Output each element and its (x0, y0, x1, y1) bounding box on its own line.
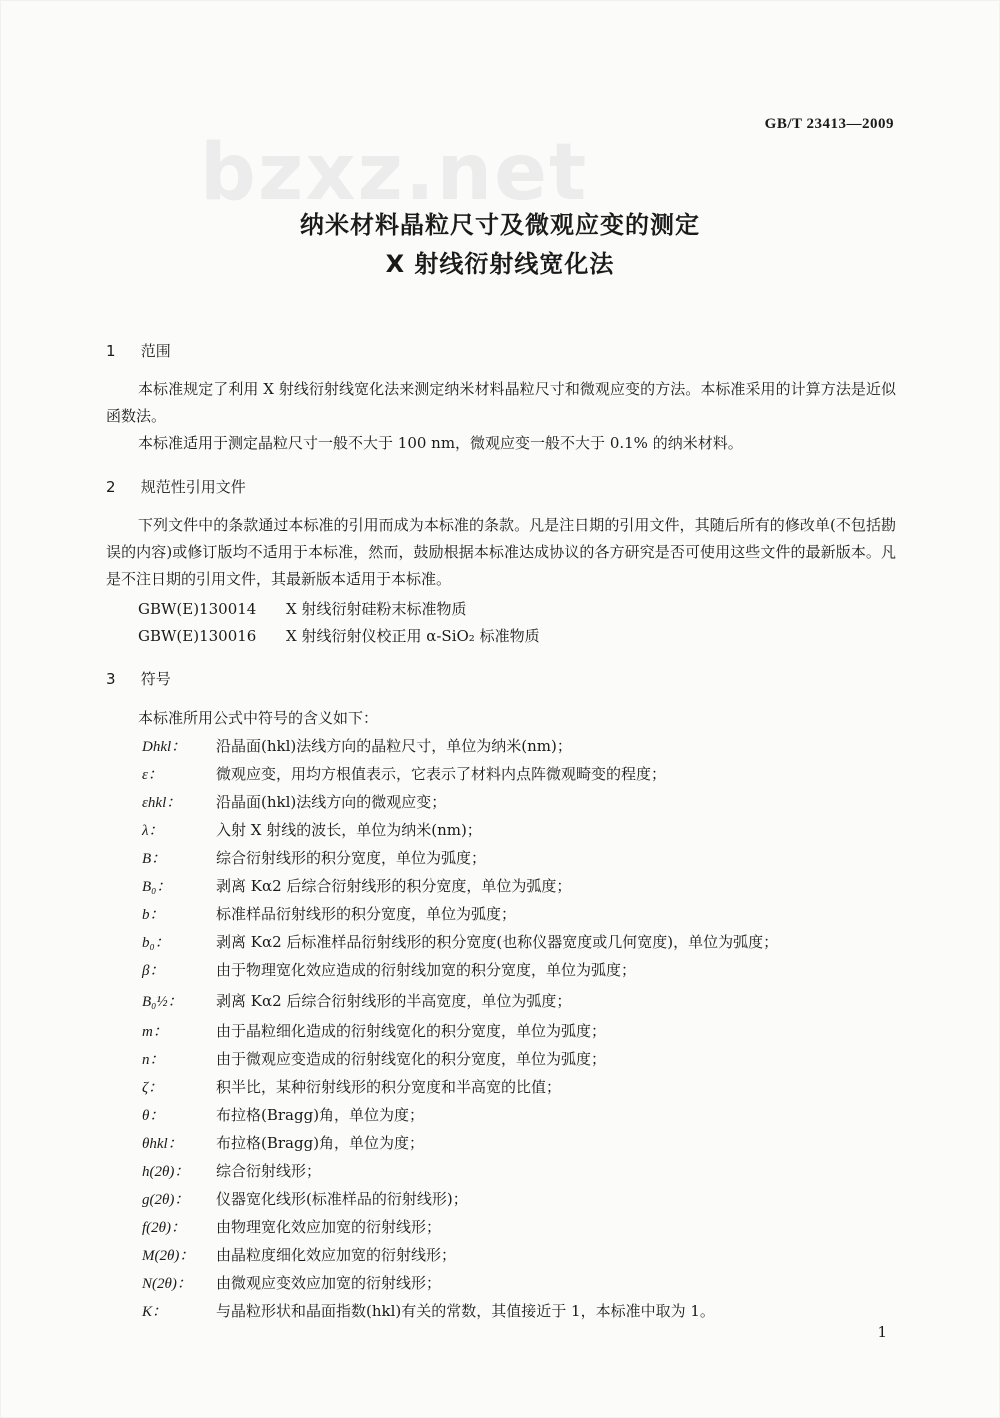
symbol-row (142, 1132, 424, 1154)
symbol-row (142, 819, 482, 841)
reference-item (138, 598, 466, 619)
symbol-description: 标准样品衍射线形的积分宽度，单位为弧度； (216, 905, 517, 923)
page-number: 1 (877, 1323, 887, 1341)
section-title: 范围 (140, 342, 171, 360)
symbol-row (142, 1188, 468, 1210)
reference-name: X 射线衍射硅粉末标准物质 (286, 600, 467, 618)
symbol: g(2θ)： (142, 1192, 190, 1208)
symbol: θ： (142, 1108, 165, 1124)
symbol: εhkl： (142, 795, 182, 811)
symbol: B： (142, 851, 167, 867)
symbol-description: 综合衍射线形； (216, 1162, 322, 1180)
symbol-description: 综合衍射线形的积分宽度，单位为弧度； (216, 849, 487, 867)
section-title: 符号 (140, 670, 171, 688)
symbol: ε： (142, 767, 163, 783)
section-heading-references (106, 476, 246, 497)
standard-code: GB/T 23413—2009 (764, 116, 894, 132)
symbol-row (142, 847, 486, 869)
symbol-description: 剥离 Kα2 后标准样品衍射线形的积分宽度(也称仪器宽度或几何宽度)，单位为弧度； (216, 933, 779, 951)
document-title-line2: X 射线衍射线宽化法 (385, 250, 615, 278)
symbol-description: 沿晶面(hkl)法线方向的微观应变； (216, 793, 447, 811)
symbol: N(2θ)： (142, 1276, 192, 1292)
section-number: 3 (106, 670, 116, 688)
reference-name: X 射线衍射仪校正用 α-SiO₂ 标准物质 (286, 627, 540, 645)
scope-paragraph-2: 本标准适用于测定晶粒尺寸一般不大于 100 nm，微观应变一般不大于 0.1% 的纳米材料。 (138, 434, 743, 452)
symbol-row (142, 791, 446, 813)
symbol-description: 剥离 Kα2 后综合衍射线形的积分宽度，单位为弧度； (216, 877, 572, 895)
references-paragraph: 下列文件中的条款通过本标准的引用而成为本标准的条款。凡是注日期的引用文件，其随后所有的修改单(不包括勘误的内容)或修订版均不适用于本标准，然而，鼓励根据本标准达成协议的各方研究是否可使用这些文件的最新版本。凡是不注日期的引用文件，其最新版本适用于本标准。 (106, 516, 896, 588)
symbol-description: 由晶粒度细化效应加宽的衍射线形； (216, 1246, 457, 1264)
symbol-description: 入射 X 射线的波长，单位为纳米(nm)； (216, 821, 482, 839)
symbol: m： (142, 1024, 168, 1040)
symbol-row (142, 1300, 715, 1322)
reference-code: GBW(E)130014 (138, 600, 257, 618)
symbols-intro: 本标准所用公式中符号的含义如下： (138, 709, 379, 727)
watermark: bzxz.net (200, 128, 589, 218)
symbol-row (142, 1160, 321, 1182)
symbol: h(2θ)： (142, 1164, 190, 1180)
scope-paragraph-1: 本标准规定了利用 X 射线衍射线宽化法来测定纳米材料晶粒尺寸和微观应变的方法。本标准采用的计算方法是近似函数法。 (106, 380, 896, 425)
symbol-description: 由物理宽化效应加宽的衍射线形； (216, 1218, 442, 1236)
symbol: ζ： (142, 1080, 164, 1096)
symbol-row (142, 735, 572, 757)
section-number: 2 (106, 478, 116, 496)
reference-code: GBW(E)130016 (138, 627, 257, 645)
symbol: K： (142, 1304, 168, 1320)
symbol-description: 积半比，某种衍射线形的积分宽度和半高宽的比值； (216, 1078, 562, 1096)
symbol-row (142, 1272, 441, 1294)
symbol-row (142, 1104, 424, 1126)
symbol-row (142, 875, 571, 897)
symbol-description: 由于晶粒细化造成的衍射线宽化的积分宽度，单位为弧度； (216, 1022, 607, 1040)
symbol: f(2θ)： (142, 1220, 187, 1236)
reference-item (138, 625, 540, 646)
symbol-description: 仪器宽化线形(标准样品的衍射线形)； (216, 1190, 468, 1208)
symbol-description: 布拉格(Bragg)角，单位为度； (216, 1106, 425, 1124)
symbol-description: 微观应变，用均方根值表示，它表示了材料内点阵微观畸变的程度； (216, 765, 667, 783)
symbol: B₀½： (142, 994, 183, 1010)
document-title-line1: 纳米材料晶粒尺寸及微观应变的测定 (300, 211, 700, 239)
section-heading-scope (106, 340, 171, 361)
symbol-row (142, 1020, 606, 1042)
symbol-description: 布拉格(Bragg)角，单位为度； (216, 1134, 425, 1152)
symbol-row (142, 903, 516, 925)
symbol-row (142, 1216, 441, 1238)
symbol: λ： (142, 823, 164, 839)
symbol: β： (142, 963, 165, 979)
symbol-description: 沿晶面(hkl)法线方向的晶粒尺寸，单位为纳米(nm)； (216, 737, 572, 755)
symbol: M(2θ)： (142, 1248, 195, 1264)
symbol-row (142, 1076, 561, 1098)
symbol: b₀： (142, 935, 170, 951)
section-title: 规范性引用文件 (140, 478, 246, 496)
symbol: n： (142, 1052, 165, 1068)
section-heading-symbols (106, 668, 171, 689)
symbol-row (142, 959, 636, 981)
section-number: 1 (106, 342, 116, 360)
symbol-row (142, 1244, 456, 1266)
symbol-row (142, 931, 778, 953)
symbol-description: 由于物理宽化效应造成的衍射线加宽的积分宽度，单位为弧度； (216, 961, 637, 979)
symbol-description: 与晶粒形状和晶面指数(hkl)有关的常数，其值接近于 1，本标准中取为 1。 (216, 1302, 715, 1320)
symbol: B₀： (142, 879, 172, 895)
symbol-description: 剥离 Kα2 后综合衍射线形的半高宽度，单位为弧度； (216, 992, 572, 1010)
symbol: Dhkl： (142, 739, 187, 755)
symbol: b： (142, 907, 165, 923)
symbol-row (142, 990, 571, 1012)
symbol-row (142, 763, 666, 785)
symbol-row (142, 1048, 606, 1070)
symbol-description: 由于微观应变造成的衍射线宽化的积分宽度，单位为弧度； (216, 1050, 607, 1068)
symbol: θhkl： (142, 1136, 183, 1152)
symbol-description: 由微观应变效应加宽的衍射线形； (216, 1274, 442, 1292)
